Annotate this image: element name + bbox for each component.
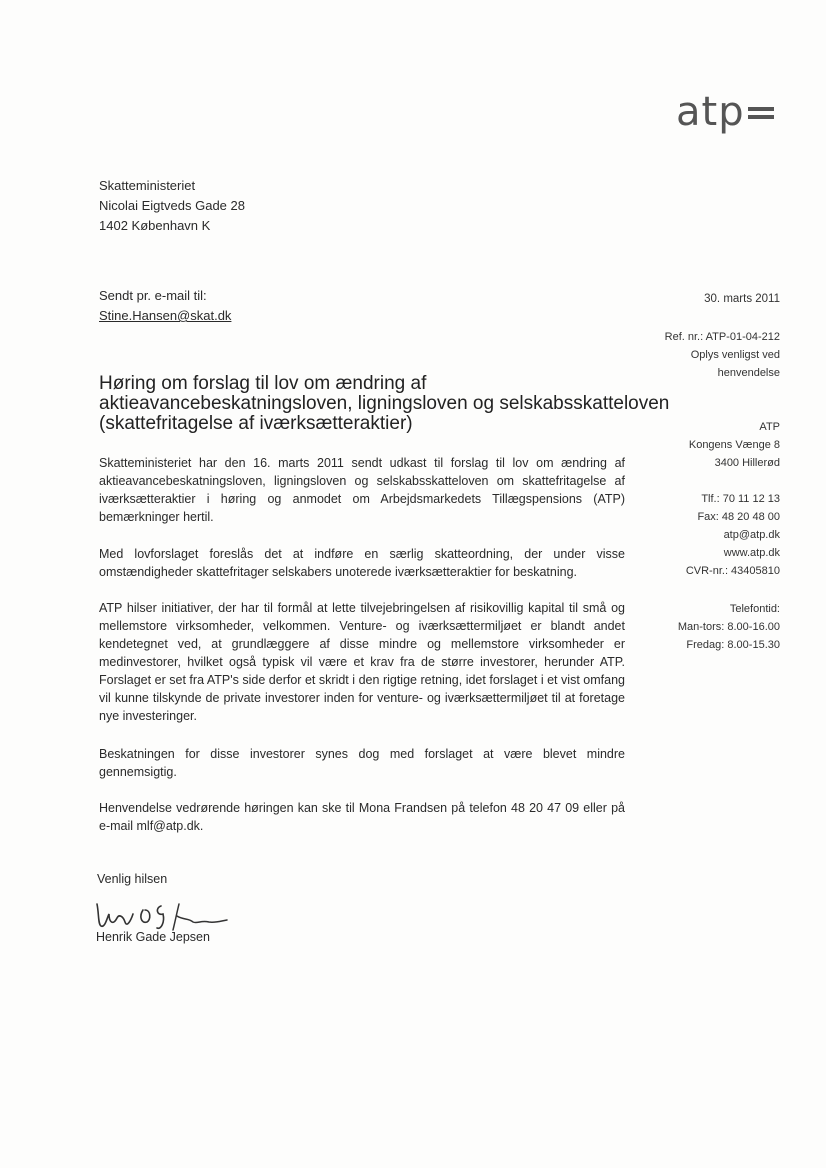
reference-number: Ref. nr.: ATP-01-04-212 — [664, 331, 780, 343]
phone-hours — [678, 600, 780, 654]
sender-cvr: CVR-nr.: 43405810 — [685, 565, 780, 577]
title-line-1: Høring om forslag til lov om ændring af — [99, 373, 427, 394]
phone-hours-friday: Fredag: 8.00-15.30 — [686, 639, 780, 651]
sender-phone: Tlf.: 70 11 12 13 — [701, 493, 780, 505]
sender-address — [689, 418, 780, 472]
reference-block — [665, 328, 780, 382]
signer-name: Henrik Gade Jepsen — [96, 930, 210, 944]
recipient-email-link[interactable]: Stine.Hansen@skat.dk — [99, 308, 232, 323]
recipient-name: Skatteministeriet — [99, 178, 196, 193]
logo-equals-mark — [748, 104, 774, 122]
body-paragraph-1: Skatteministeriet har den 16. marts 2011 sendt udkast til forslag til lov om ændring af aktieavancebeskatningsloven, ligningsloven og selskabsskatteloven om skattefritagelse af iværksætteraktier i høring og anmodet om Arbejdsmarkedets Tillægspensions (ATP) bemærkninger hertil. — [99, 456, 625, 524]
recipient-address — [99, 176, 245, 236]
title-line-2: aktieavancebeskatningsloven, ligningsloven og selskabsskatteloven — [99, 393, 670, 414]
letter-title — [99, 374, 669, 434]
recipient-street: Nicolai Eigtveds Gade 28 — [99, 198, 245, 213]
title-line-3: (skattefritagelse af iværksætteraktier) — [99, 413, 413, 434]
reference-note-line1: Oplys venligst ved — [690, 349, 780, 361]
phone-hours-weekdays: Man-tors: 8.00-16.00 — [677, 621, 780, 633]
phone-hours-label: Telefontid: — [729, 603, 780, 615]
reference-note-line2: henvendelse — [717, 367, 780, 379]
sender-street: Kongens Vænge 8 — [688, 439, 780, 451]
sender-email[interactable]: atp@atp.dk — [723, 529, 780, 541]
closing-greeting: Venlig hilsen — [97, 872, 168, 886]
body-paragraph-2: Med lovforslaget foreslås det at indføre en særlig skatteordning, der under visse omstændigheder skattefritager selskabers unoterede iværksætteraktier for beskatning. — [99, 547, 625, 579]
letter-date: 30. marts 2011 — [704, 293, 780, 305]
sent-via-email — [99, 286, 231, 326]
recipient-city: 1402 København K — [99, 218, 211, 233]
sender-name: ATP — [759, 421, 780, 433]
body-paragraph-4: Beskatningen for disse investorer synes dog med forslaget at være blevet mindre gennemsigtig. — [99, 747, 625, 779]
body-paragraph-3: ATP hilser initiativer, der har til formål at lette tilvejebringelsen af risikovillig kapital til små og mellemstore virksomheder, velkommen. Venture- og iværksættermiljøet er blandt andet kendetegnet ved, at grundlæggere af disse mindre og mellemstore virksomheder er medinvestorer, hvilket også typisk vil være et krav fra de større investorer, herunder ATP. Forslaget er set fra ATP's side derfor et skridt i den rigtige retning, idet forslaget i et vist omfang vil kunne tilskynde de private investorer inden for venture- og iværksættermiljøet til at foretage nye investeringer. — [99, 601, 625, 723]
body-paragraph-5: Henvendelse vedrørende høringen kan ske til Mona Frandsen på telefon 48 20 47 09 eller på e-mail mlf@atp.dk. — [99, 801, 625, 833]
sender-fax: Fax: 48 20 48 00 — [697, 511, 780, 523]
atp-logo: atp — [676, 92, 774, 132]
sender-city: 3400 Hillerød — [714, 457, 780, 469]
sent-label: Sendt pr. e-mail til: — [99, 288, 207, 303]
sender-contact — [686, 490, 780, 580]
sender-website[interactable]: www.atp.dk — [723, 547, 780, 559]
